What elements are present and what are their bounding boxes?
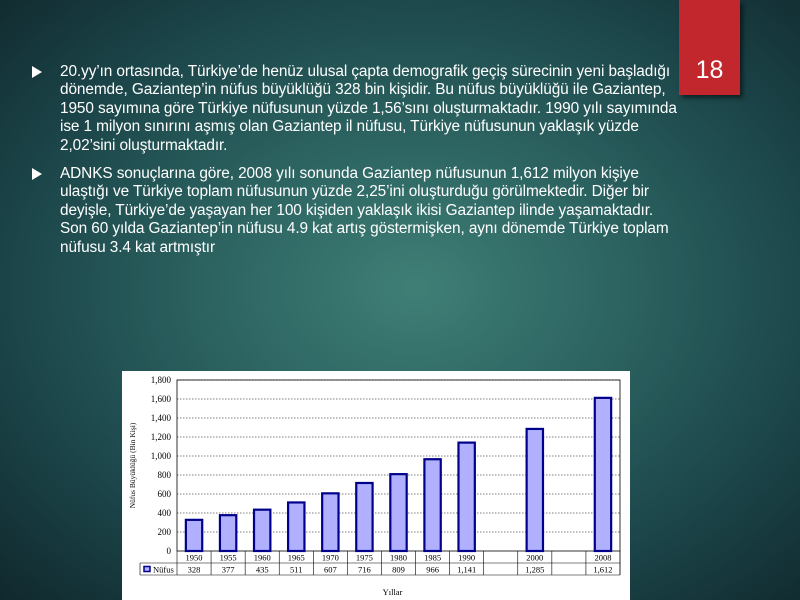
data-label: 607 — [323, 564, 337, 575]
bar — [288, 502, 304, 551]
x-tick-label: 1955 — [219, 552, 237, 563]
x-tick-label: 1970 — [321, 552, 339, 563]
x-tick-label: 1975 — [355, 552, 373, 563]
data-label: 511 — [290, 564, 303, 575]
y-axis-title: Nüfus Büyüklüğü (Bin Kişi) — [128, 422, 137, 509]
bullet-item — [30, 165, 680, 257]
y-tick-label: 1,200 — [150, 432, 171, 442]
x-tick-label: 2008 — [594, 552, 612, 563]
bullet-text: ADNKS sonuçlarına göre, 2008 yılı sonunda Gaziantep nüfusunun 1,612 milyon kişiye ulaştığı ve Türkiye toplam nüfusunun yüzde 2,25’ini oluşturduğu görülmektedir. Diğer bir deyişle, Türkiye’de yaşayan her 100 kişiden yaklaşık ikisi Gaziantep ilinde yaşamaktadır. Son 60 yılda Gaziantep’in nüfusu 4.9 kat artış göstermişken, aynı dönemde Türkiye toplam nüfusu 3.4 kat artmıştır — [60, 165, 669, 256]
data-label: 435 — [255, 564, 269, 575]
slide-content — [30, 63, 680, 267]
slide-number-badge — [679, 0, 740, 95]
bar — [390, 474, 406, 551]
chart-svg — [122, 371, 630, 600]
x-tick-label: 1950 — [185, 552, 203, 563]
y-tick-label: 800 — [157, 470, 171, 480]
x-tick-label: 1980 — [390, 552, 407, 563]
bar — [254, 510, 270, 551]
y-tick-label: 1,400 — [150, 413, 171, 423]
population-chart — [122, 371, 630, 600]
bar — [595, 398, 611, 551]
y-tick-label: 200 — [157, 527, 171, 537]
legend-swatch — [144, 567, 150, 572]
legend-label: Nüfus — [153, 564, 174, 575]
bar — [186, 520, 202, 551]
data-label: 1,285 — [525, 564, 545, 575]
y-tick-label: 400 — [157, 508, 171, 518]
bar — [220, 515, 236, 551]
bar — [322, 493, 338, 551]
bullet-arrow-icon — [32, 66, 42, 78]
y-tick-label: 1,800 — [150, 375, 171, 385]
y-tick-label: 0 — [166, 546, 171, 556]
bullet-item — [30, 63, 680, 155]
bar — [356, 483, 372, 551]
x-axis-title: Yıllar — [382, 587, 403, 597]
data-label: 1,141 — [457, 564, 477, 575]
x-tick-label: 1965 — [287, 552, 305, 563]
slide-number: 18 — [695, 56, 724, 84]
bullet-arrow-icon — [32, 168, 42, 180]
x-tick-label: 1985 — [424, 552, 442, 563]
data-label: 716 — [358, 564, 371, 575]
bullet-text: 20.yy’ın ortasında, Türkiye’de henüz ulusal çapta demografik geçiş sürecinin yeni başladığı dönemde, Gaziantep’in nüfus büyüklüğü 328 bin kişidir. Bu nüfus büyüklüğü ile Gaziantep, 1950 sayımına göre Türkiye nüfusunun yüzde 1,56’sını oluşturmaktadır. 1990 yılı sayımında ise 1 milyon sınırını aşmış olan Gaziantep il nüfusu, Türkiye nüfusunun yaklaşık yüzde 2,02’sini oluşturmaktadır. — [60, 63, 677, 154]
x-tick-label: 1960 — [253, 552, 271, 563]
y-tick-label: 1,600 — [150, 394, 171, 404]
data-label: 809 — [392, 564, 405, 575]
bar — [527, 429, 543, 551]
bar — [424, 459, 440, 551]
data-label: 377 — [221, 564, 235, 575]
x-tick-label: 2000 — [526, 552, 544, 563]
data-label: 328 — [187, 564, 201, 575]
bar — [458, 443, 474, 551]
y-tick-label: 600 — [157, 489, 171, 499]
x-tick-label: 1990 — [458, 552, 476, 563]
data-label: 966 — [426, 564, 439, 575]
y-tick-label: 1,000 — [150, 451, 171, 461]
data-label: 1,612 — [593, 564, 613, 575]
